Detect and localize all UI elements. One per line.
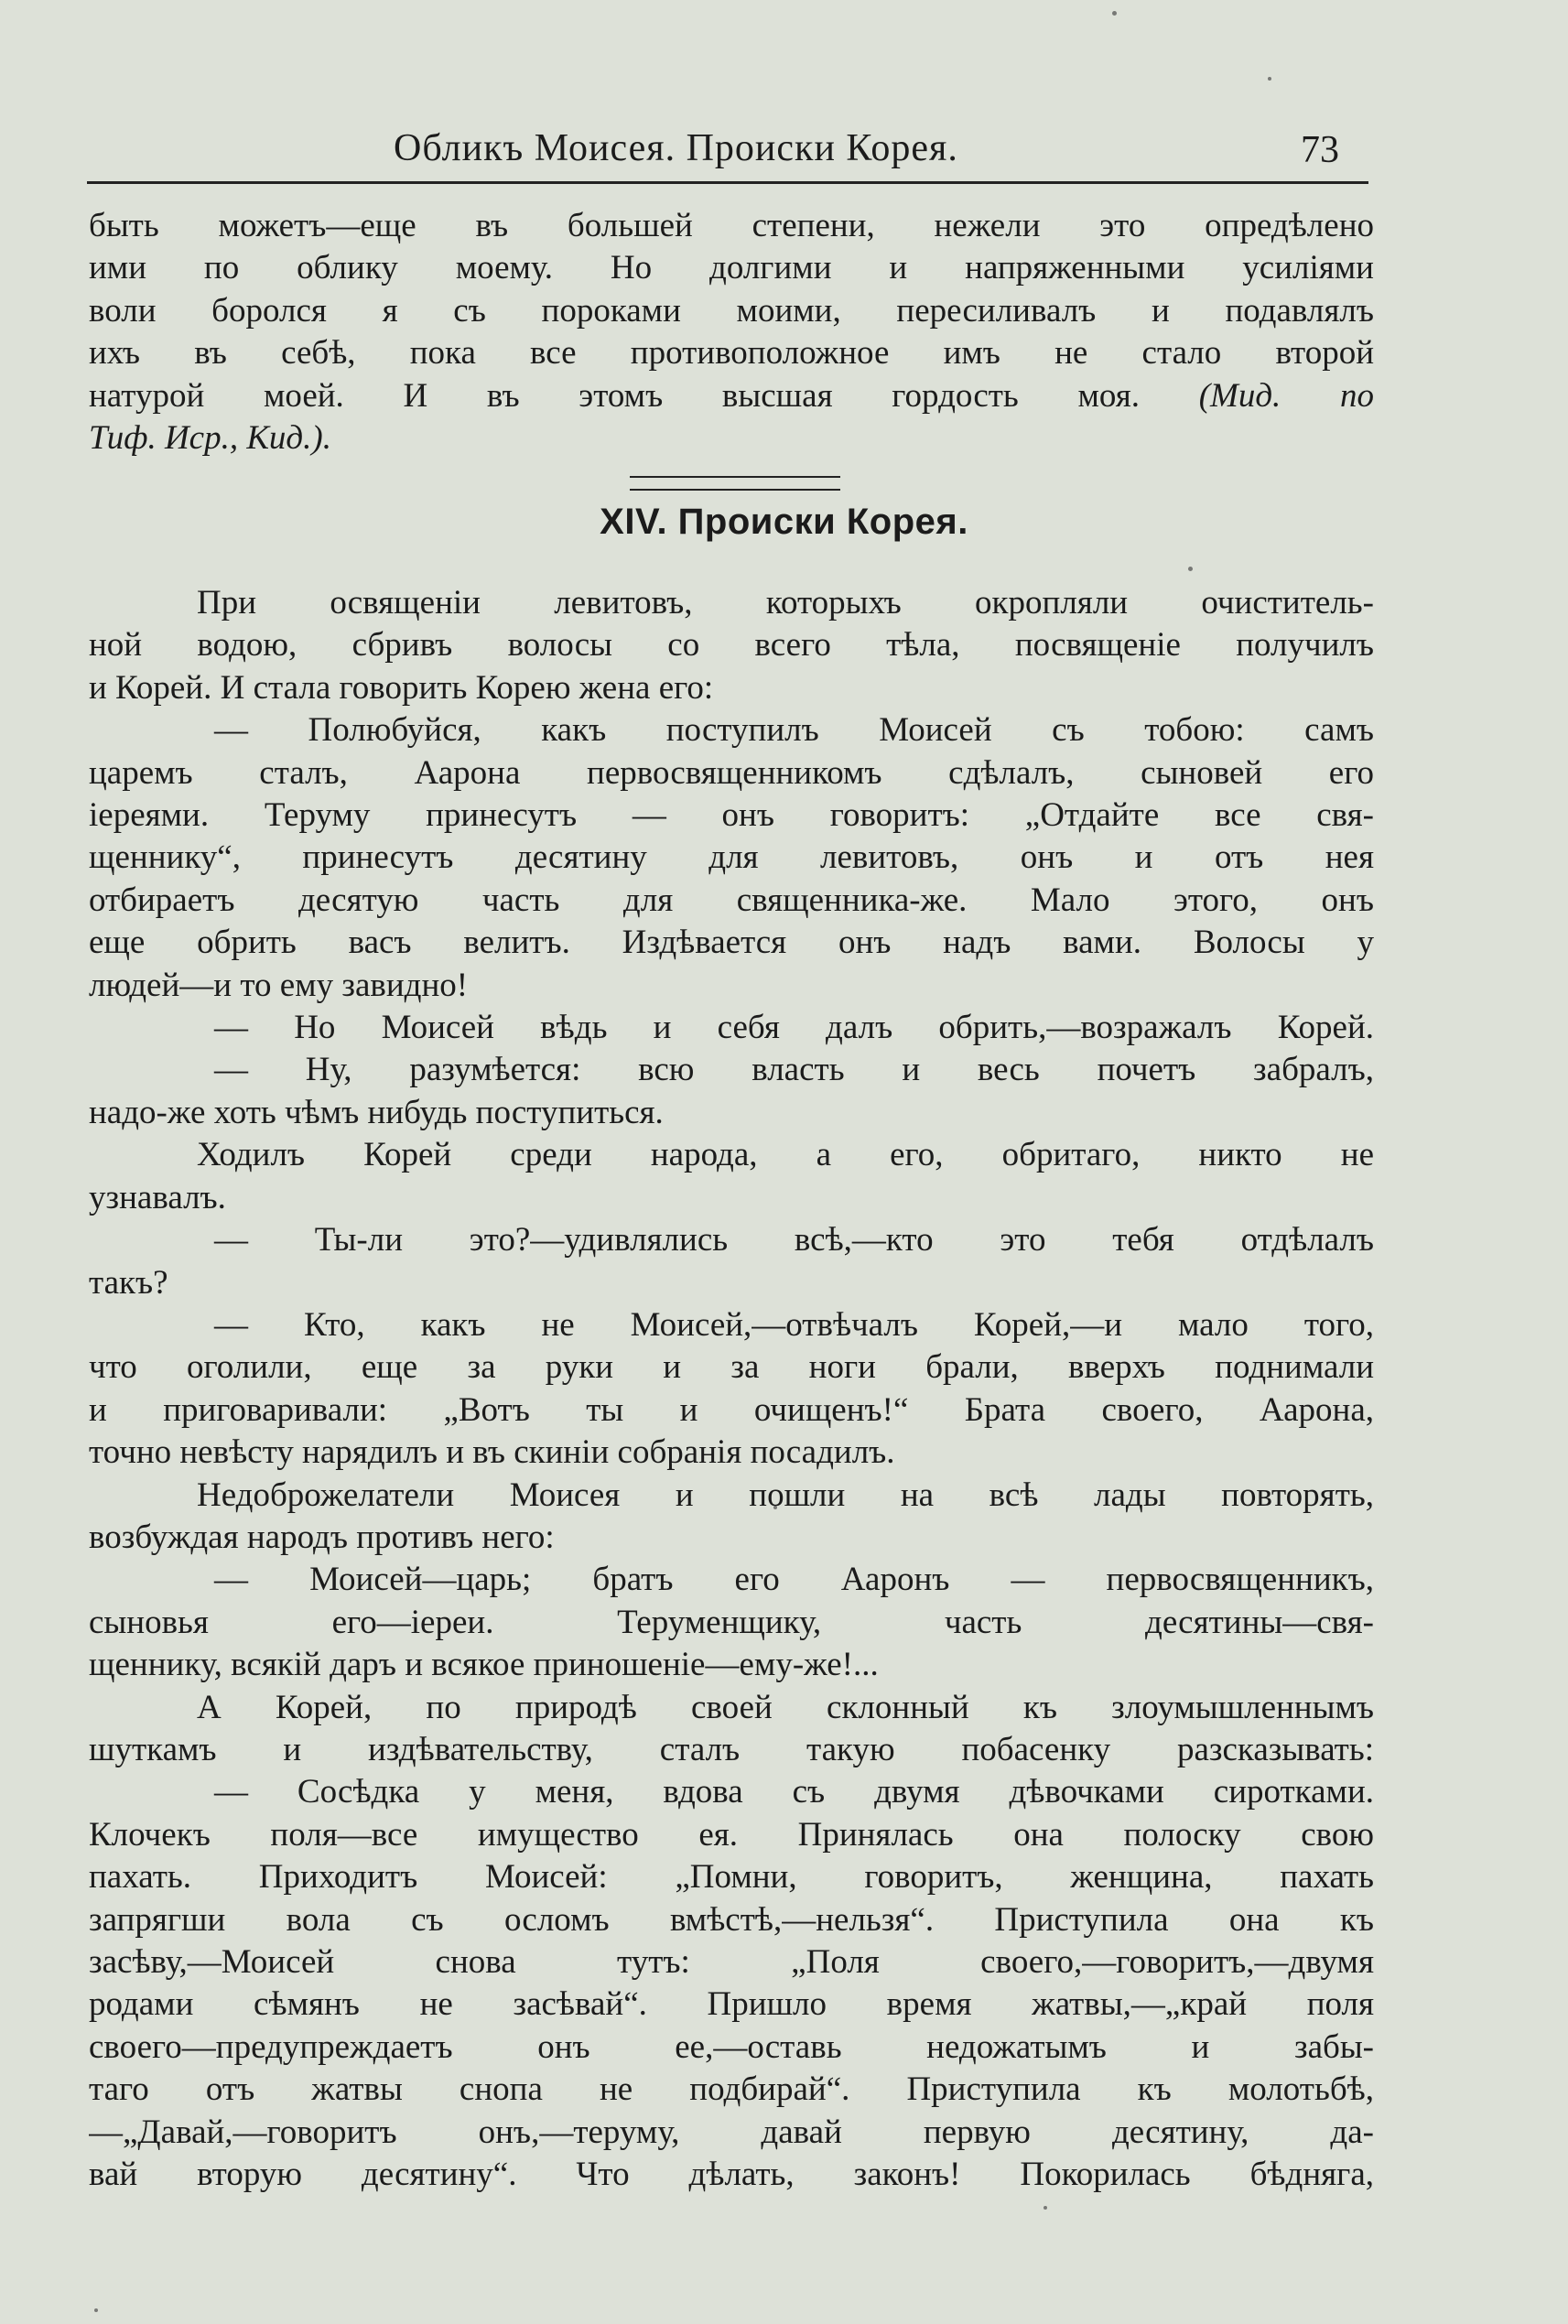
text-line: и приговаривали: „Вотъ ты и очищенъ!“ Брата своего, Аарона, bbox=[89, 1390, 1374, 1429]
dialogue-line: — Сосѣдка у меня, вдова съ двумя дѣвочками сиротками. bbox=[214, 1773, 1374, 1811]
text-line: Недоброжелатели Моисея и пошли на всѣ лады повторять, bbox=[197, 1475, 1374, 1514]
section-heading: XIV. Происки Корея. bbox=[600, 502, 968, 542]
text-line: ими по облику моему. Но долгими и напряженными усиліями bbox=[89, 249, 1374, 287]
text-line: и Корей. И стала говорить Корею жена его: bbox=[89, 668, 714, 707]
text-line: запрягши вола съ осломъ вмѣстѣ,—нельзя“. Приступила она къ bbox=[89, 1900, 1374, 1939]
text-line: —„Давай,—говоритъ онъ,—теруму, давай первую десятину, да- bbox=[89, 2113, 1374, 2151]
text-line: своего—предупреждаетъ онъ ее,—оставь недожатымъ и забы- bbox=[89, 2027, 1374, 2066]
dialogue-line: — Ну, разумѣется: всю власть и весь почетъ забралъ, bbox=[214, 1051, 1374, 1089]
intro-paragraph bbox=[89, 205, 1374, 459]
paper-speck bbox=[94, 2308, 98, 2312]
text-line: узнавалъ. bbox=[89, 1178, 226, 1216]
paper-speck bbox=[1044, 2206, 1047, 2210]
text-line: ной водою, сбривъ волосы со всего тѣла, посвященіе получилъ bbox=[89, 626, 1374, 665]
text-line: людей—и то ему завидно! bbox=[89, 966, 469, 1004]
dialogue-line: — Но Моисей вѣдь и себя далъ обрить,—возражалъ Корей. bbox=[214, 1009, 1374, 1047]
text-line: шуткамъ и издѣвательству, сталъ такую побасенку разсказывать: bbox=[89, 1730, 1374, 1768]
text-line: ихъ въ себѣ, пока все противоположное имъ не стало второй bbox=[89, 334, 1374, 373]
text-line: А Корей, по природѣ своей склонный къ злоумышленнымъ bbox=[197, 1688, 1374, 1726]
text-line: еще обрить васъ велитъ. Издѣвается онъ надъ вами. Волосы у bbox=[89, 924, 1374, 962]
text-line: вай вторую десятину“. Что дѣлать, законъ! Покорилась бѣдняга, bbox=[89, 2156, 1374, 2194]
text-line: такъ? bbox=[89, 1263, 168, 1302]
text-line: натурой моей. И въ этомъ высшая гордость моя. bbox=[89, 376, 1140, 415]
text-line: пахать. Приходитъ Моисей: „Помни, говоритъ, женщина, пахать bbox=[89, 1858, 1374, 1897]
text-line: родами сѣмянъ не засѣвай“. Пришло время жатвы,—„край поля bbox=[89, 1985, 1374, 2024]
text-line: воли боролся я съ пороками моими, пересиливалъ и подавлялъ bbox=[89, 291, 1374, 330]
dialogue-line: — Кто, какъ не Моисей,—отвѣчалъ Корей,—и мало того, bbox=[214, 1305, 1374, 1344]
text-line: При освященіи левитовъ, которыхъ окропляли очиститель- bbox=[197, 584, 1374, 622]
text-line: надо-же хоть чѣмъ нибудь поступиться. bbox=[89, 1093, 664, 1131]
double-rule-separator bbox=[630, 476, 840, 491]
text-line: возбуждая народъ противъ него: bbox=[89, 1518, 555, 1556]
paper-speck bbox=[1188, 567, 1193, 571]
citation-start: (Мид. по bbox=[1198, 376, 1374, 415]
text-line: Клочекъ поля—все имущество ея. Принялась она полоску свою bbox=[89, 1815, 1374, 1854]
text-line: сыновья его—іереи. Теруменщику, часть десятины—свя- bbox=[89, 1603, 1374, 1641]
text-line: точно невѣсту нарядилъ и въ скиніи собранія посадилъ. bbox=[89, 1433, 895, 1472]
text-line: іереями. Теруму принесутъ — онъ говоритъ: „Отдайте все свя- bbox=[89, 796, 1374, 835]
dialogue-line: — Моисей—царь; братъ его Ааронъ — первосвященникъ, bbox=[214, 1561, 1374, 1599]
text-line: щеннику, всякій даръ и всякое приношеніе—ему-же!... bbox=[89, 1646, 879, 1684]
text-line: что оголили, еще за руки и за ноги брали, вверхъ поднимали bbox=[89, 1348, 1374, 1387]
page-number: 73 bbox=[1301, 129, 1339, 171]
text-line: царемъ сталъ, Аарона первосвященникомъ сдѣлалъ, сыновей его bbox=[89, 753, 1374, 792]
citation-end: Тиф. Иср., Кид.). bbox=[89, 419, 331, 458]
dialogue-line: — Ты-ли это?—удивлялись всѣ,—кто это тебя отдѣлалъ bbox=[214, 1221, 1374, 1259]
paper-speck bbox=[1112, 11, 1117, 16]
running-header bbox=[87, 124, 1368, 184]
text-line: Ходилъ Корей среди народа, а его, обритаго, никто не bbox=[197, 1136, 1374, 1174]
paper-speck bbox=[1268, 77, 1271, 81]
main-text bbox=[89, 582, 1374, 2196]
text-line: быть можетъ—еще въ большей степени, нежели это опредѣлено bbox=[89, 207, 1374, 244]
text-line: щеннику“, принесутъ десятину для левитовъ, онъ и отъ нея bbox=[89, 838, 1374, 877]
running-title: Обликъ Моисея. Происки Корея. bbox=[394, 127, 958, 169]
text-line: засѣву,—Моисей снова тутъ: „Поля своего,—говоритъ,—двумя bbox=[89, 1943, 1374, 1981]
text-line: таго отъ жатвы снопа не подбирай“. Приступила къ молотьбѣ, bbox=[89, 2070, 1374, 2109]
dialogue-line: — Полюбуйся, какъ поступилъ Моисей съ тобою: самъ bbox=[214, 711, 1374, 750]
text-line: отбираетъ десятую часть для священника-же. Мало этого, онъ bbox=[89, 881, 1374, 919]
text-line-with-citation bbox=[89, 375, 1374, 417]
